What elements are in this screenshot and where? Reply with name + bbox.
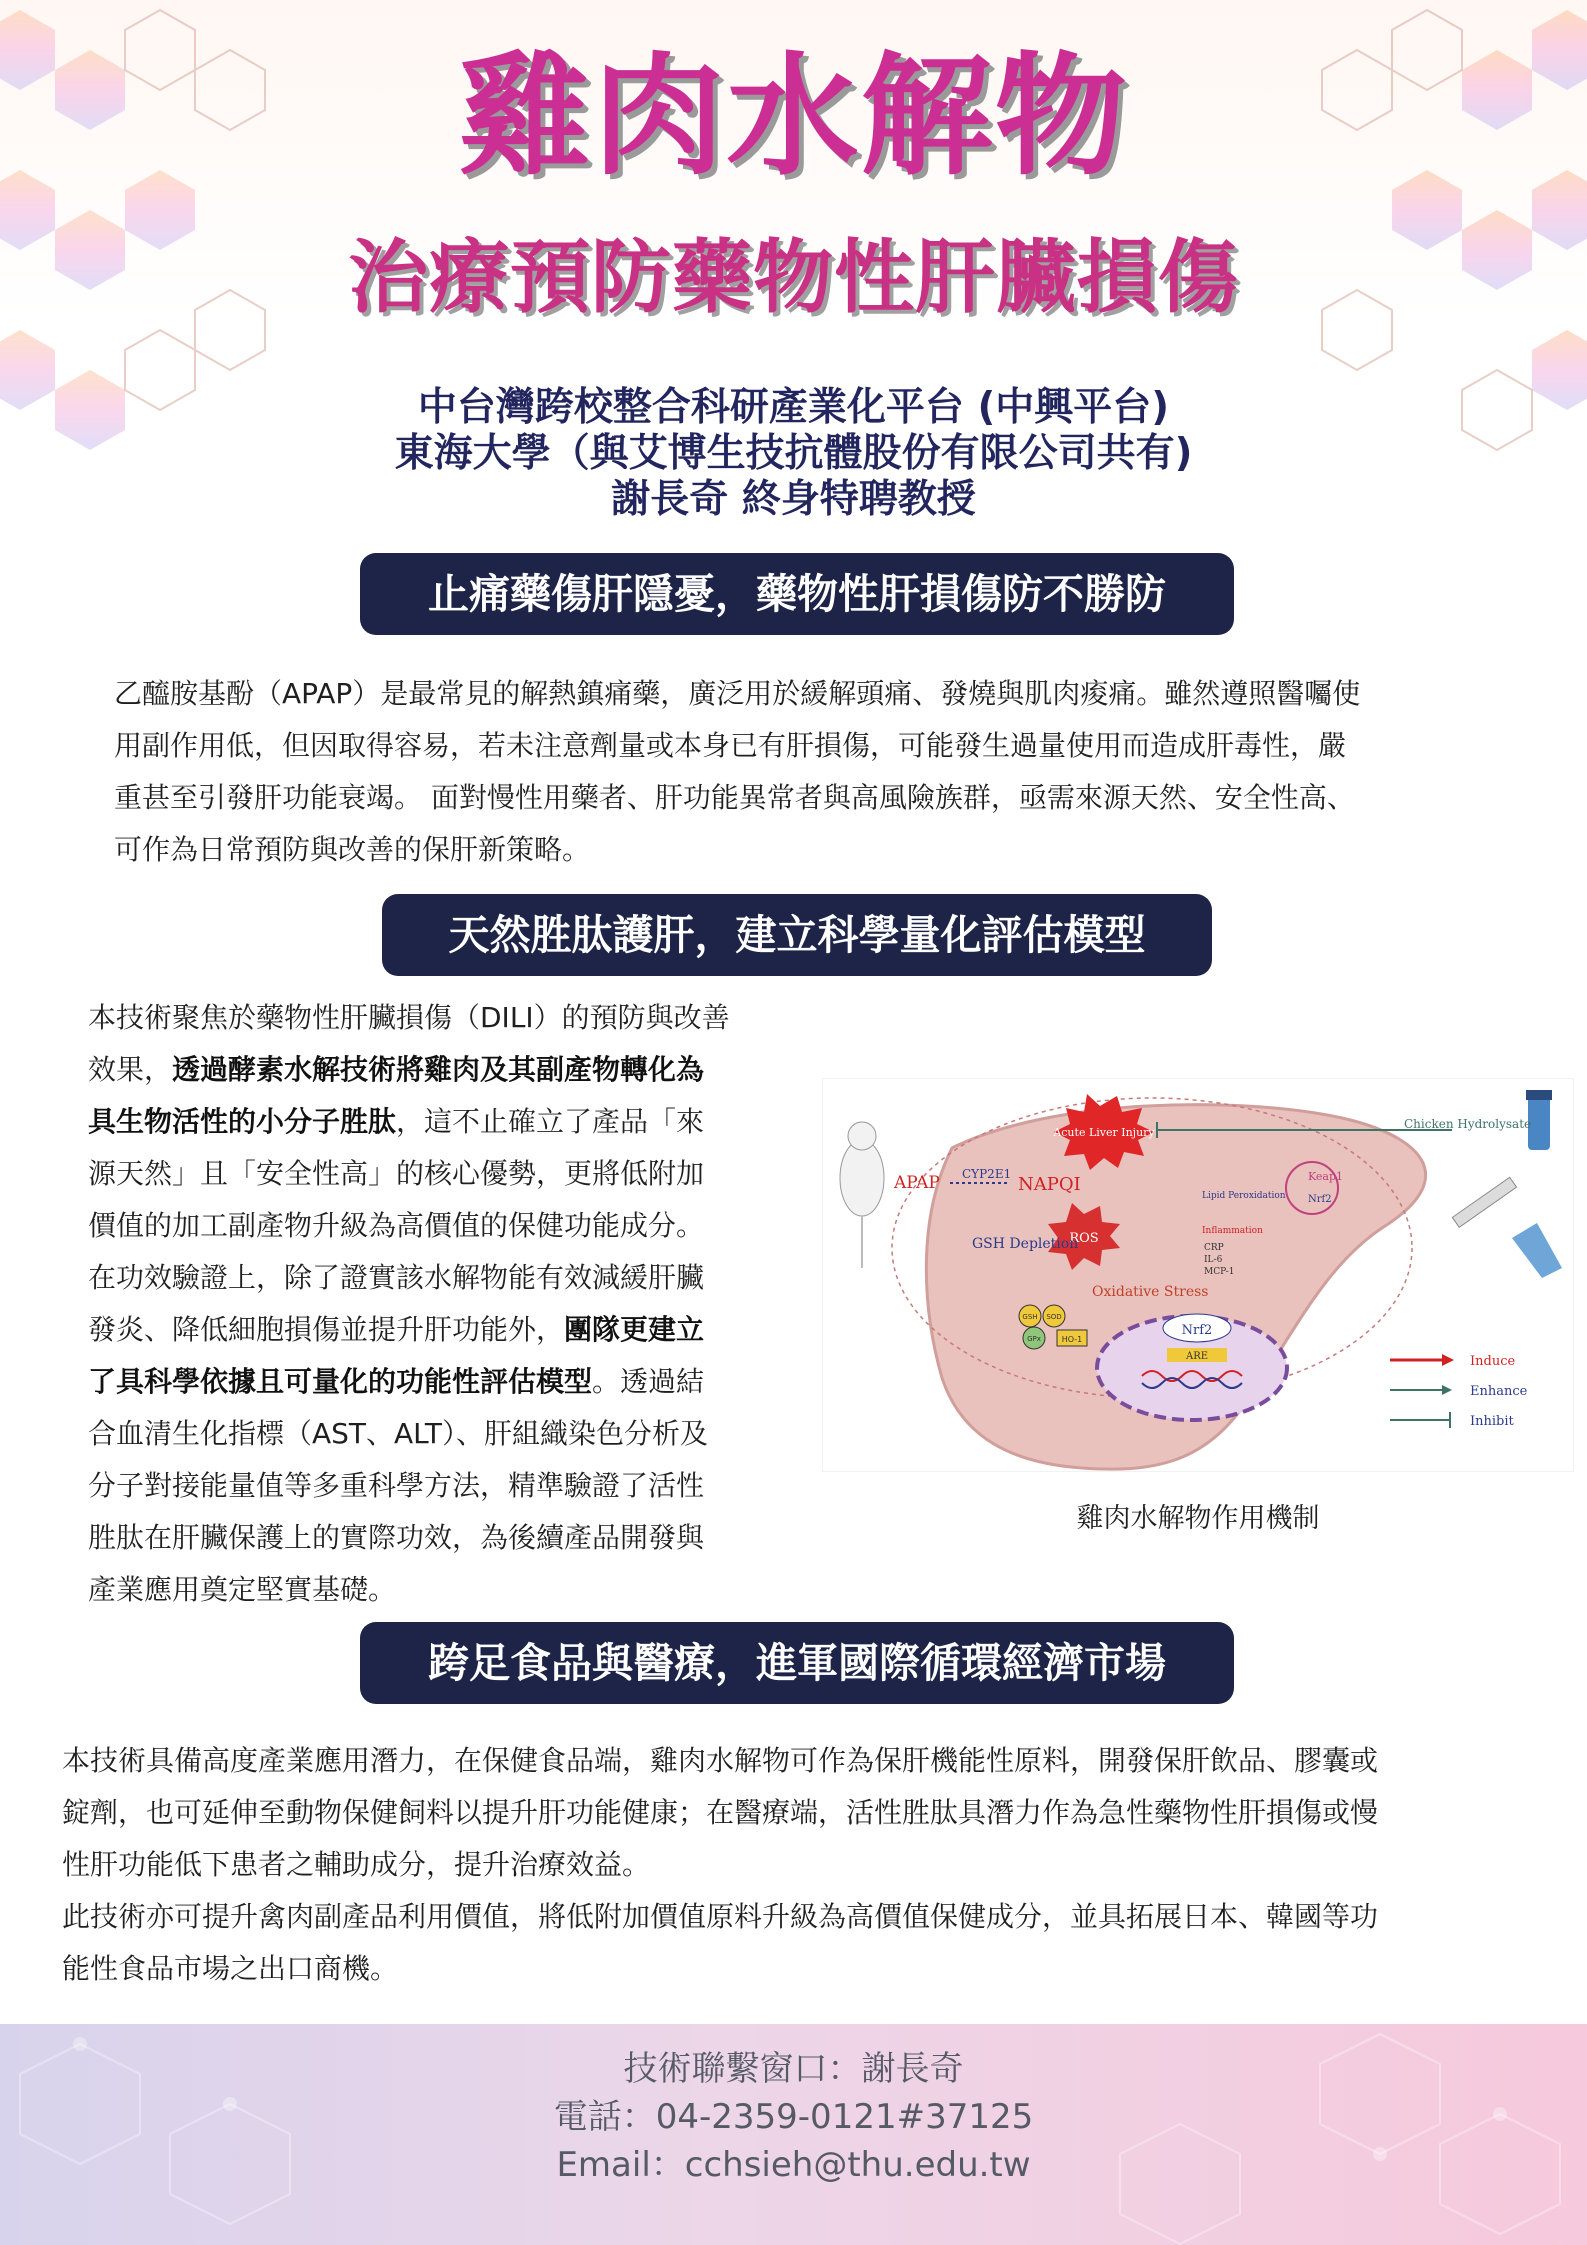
body-line: 了具科學依據且可量化的功能性評估模型。透過結: [88, 1365, 705, 1398]
section-body-risk: [114, 668, 1494, 876]
body-line: 價值的加工副產物升級為高價值的保健功能成分。: [88, 1209, 705, 1242]
org-line-professor: 謝長奇 終身特聘教授: [611, 477, 976, 522]
body-line: 乙醯胺基酚（APAP）是最常見的解熱鎮痛藥，廣泛用於緩解頭痛、發燒與肌肉痠痛。雖然遵照醫囑使: [114, 677, 1361, 710]
label-napqi: NAPQI: [1018, 1174, 1081, 1195]
page-subtitle: 治療預防藥物性肝臟損傷: [348, 231, 1239, 324]
label-inflam: Inflammation: [1202, 1226, 1263, 1236]
body-line: 效果，透過酵素水解技術將雞肉及其副產物轉化為: [88, 1053, 705, 1086]
body-line: 本技術聚焦於藥物性肝臟損傷（DILI）的預防與改善: [88, 1001, 730, 1034]
label-ros: ROS: [1069, 1231, 1099, 1246]
body-line: 重甚至引發肝功能衰竭。 面對慢性用藥者、肝功能異常者與高風險族群，亟需來源天然、安全性高、: [114, 781, 1355, 814]
label-crp: CRP: [1204, 1243, 1224, 1253]
organization-block: [0, 385, 1587, 523]
section-body-peptide: [88, 992, 798, 1616]
legend-inhibit: Inhibit: [1470, 1414, 1514, 1429]
body-line: 在功效驗證上，除了證實該水解物能有效減緩肝臟: [88, 1261, 705, 1294]
contact-person: 技術聯繫窗口：謝長奇: [623, 2049, 964, 2089]
body-line: 源天然」且「安全性高」的核心優勢，更將低附加: [88, 1157, 705, 1190]
org-line-platform: 中台灣跨校整合科研產業化平台 (中興平台): [417, 385, 1170, 430]
label-apap: APAP: [894, 1173, 940, 1193]
label-sod: SOD: [1046, 1313, 1062, 1321]
body-line: 本技術具備高度產業應用潛力，在保健食品端，雞肉水解物可作為保肝機能性原料，開發保肝飲品、膠囊或: [62, 1744, 1379, 1777]
legend-induce: Induce: [1470, 1354, 1516, 1369]
contact-phone: 電話：04-2359-0121#37125: [553, 2097, 1034, 2137]
body-line: 合血清生化指標（AST、ALT）、肝組織染色分析及: [88, 1417, 709, 1450]
label-lipid: Lipid Peroxidation: [1202, 1191, 1286, 1201]
page-title: 雞肉水解物: [458, 40, 1129, 194]
label-acute: Acute Liver Injury: [1053, 1126, 1155, 1139]
label-mcp1: MCP-1: [1204, 1267, 1235, 1277]
body-line: 用副作用低，但因取得容易，若未注意劑量或本身已有肝損傷，可能發生過量使用而造成肝毒性，嚴: [114, 729, 1347, 762]
org-line-university: 東海大學（與艾博生技抗體股份有限公司共有): [394, 431, 1193, 476]
contact-info: [0, 2045, 1587, 2189]
figure-caption: 雞肉水解物作用機制: [1076, 1503, 1320, 1534]
label-cyp: CYP2E1: [962, 1167, 1012, 1181]
section-heading-peptide: 天然胜肽護肝，建立科學量化評估模型: [382, 894, 1212, 976]
body-line: 錠劑，也可延伸至動物保健飼料以提升肝功能健康；在醫療端，活性胜肽具潛力作為急性藥物性肝損傷或慢: [62, 1796, 1379, 1829]
label-chicken: Chicken Hydrolysate: [1404, 1117, 1532, 1131]
legend-enhance: Enhance: [1470, 1384, 1528, 1399]
body-line: 分子對接能量值等多重科學方法，精準驗證了活性: [88, 1469, 705, 1502]
body-line: 此技術亦可提升禽肉副產品利用價值，將低附加價值原料升級為高價值保健成分，並具拓展日本、韓國等功: [62, 1900, 1379, 1933]
body-line: 具生物活性的小分子胜肽，這不止確立了產品「來: [88, 1105, 705, 1138]
label-nrf2-small: Nrf2: [1308, 1194, 1332, 1205]
body-line: 能性食品市場之出口商機。: [62, 1952, 399, 1985]
label-keap1: Keap1: [1308, 1170, 1344, 1183]
section-body-market: [62, 1735, 1532, 1995]
label-gsh: GSH: [1022, 1313, 1038, 1321]
contact-email[interactable]: Email：cchsieh@thu.edu.tw: [556, 2145, 1031, 2185]
body-line: 性肝功能低下患者之輔助成分，提升治療效益。: [62, 1848, 651, 1881]
body-line: 產業應用奠定堅實基礎。: [88, 1573, 397, 1606]
label-gsh-dep: GSH Depletion: [972, 1236, 1079, 1252]
body-line: 可作為日常預防與改善的保肝新策略。: [114, 833, 591, 866]
label-il6: IL-6: [1204, 1255, 1223, 1265]
body-line: 胜肽在肝臟保護上的實際功效，為後續產品開發與: [88, 1521, 705, 1554]
label-are: ARE: [1185, 1351, 1209, 1362]
label-oxidative: Oxidative Stress: [1092, 1284, 1209, 1300]
label-gpx: GPx: [1027, 1335, 1041, 1343]
section-heading-market: 跨足食品與醫療，進軍國際循環經濟市場: [360, 1622, 1234, 1704]
mechanism-diagram: [822, 1078, 1574, 1472]
label-nrf2: Nrf2: [1181, 1323, 1213, 1338]
body-line: 發炎、降低細胞損傷並提升肝功能外，團隊更建立: [88, 1313, 705, 1346]
label-ho1: HO-1: [1061, 1335, 1083, 1344]
section-heading-risk: 止痛藥傷肝隱憂，藥物性肝損傷防不勝防: [360, 553, 1234, 635]
